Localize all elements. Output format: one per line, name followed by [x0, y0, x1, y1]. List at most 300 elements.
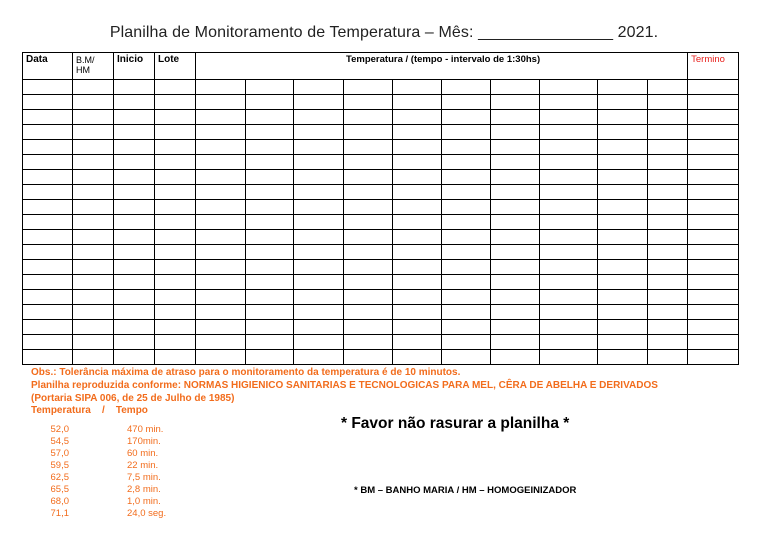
- table-cell[interactable]: [155, 305, 196, 320]
- table-cell[interactable]: [540, 215, 598, 230]
- table-cell[interactable]: [114, 155, 155, 170]
- table-row: [23, 140, 739, 155]
- table-cell[interactable]: [393, 140, 442, 155]
- table-cell[interactable]: [491, 335, 540, 350]
- table-cell[interactable]: [540, 350, 598, 365]
- table-cell[interactable]: [246, 230, 294, 245]
- table-cell[interactable]: [442, 110, 491, 125]
- table-cell[interactable]: [73, 230, 114, 245]
- table-cell[interactable]: [393, 215, 442, 230]
- table-cell[interactable]: [442, 170, 491, 185]
- table-cell[interactable]: [598, 125, 648, 140]
- table-cell[interactable]: [246, 290, 294, 305]
- table-cell[interactable]: [344, 185, 393, 200]
- table-cell[interactable]: [73, 260, 114, 275]
- table-cell[interactable]: [442, 245, 491, 260]
- table-cell[interactable]: [23, 275, 73, 290]
- table-cell[interactable]: [246, 305, 294, 320]
- table-cell[interactable]: [344, 350, 393, 365]
- table-cell[interactable]: [491, 155, 540, 170]
- table-cell[interactable]: [344, 305, 393, 320]
- monitoring-sheet: [22, 52, 738, 365]
- table-header-row: [23, 53, 739, 80]
- table-cell[interactable]: [294, 125, 344, 140]
- table-cell[interactable]: [196, 245, 246, 260]
- table-cell[interactable]: [294, 140, 344, 155]
- table-cell[interactable]: [294, 155, 344, 170]
- table-cell[interactable]: [294, 200, 344, 215]
- table-cell[interactable]: [155, 110, 196, 125]
- table-cell[interactable]: [491, 320, 540, 335]
- table-cell[interactable]: [648, 95, 688, 110]
- table-cell[interactable]: [598, 140, 648, 155]
- table-cell[interactable]: [393, 170, 442, 185]
- table-cell[interactable]: [393, 260, 442, 275]
- table-cell[interactable]: [442, 215, 491, 230]
- table-cell[interactable]: [73, 350, 114, 365]
- table-cell[interactable]: [294, 230, 344, 245]
- table-cell[interactable]: [688, 275, 739, 290]
- temp-time-separator: /: [101, 405, 105, 416]
- table-cell[interactable]: [344, 335, 393, 350]
- table-cell[interactable]: [155, 170, 196, 185]
- table-cell[interactable]: [442, 125, 491, 140]
- table-cell[interactable]: [73, 200, 114, 215]
- table-cell[interactable]: [393, 110, 442, 125]
- table-cell[interactable]: [648, 125, 688, 140]
- table-cell[interactable]: [598, 170, 648, 185]
- table-cell[interactable]: [344, 140, 393, 155]
- table-cell[interactable]: [393, 320, 442, 335]
- table-cell[interactable]: [73, 185, 114, 200]
- table-cell[interactable]: [196, 95, 246, 110]
- table-cell[interactable]: [344, 215, 393, 230]
- table-cell[interactable]: [196, 230, 246, 245]
- table-cell[interactable]: [23, 200, 73, 215]
- table-cell[interactable]: [23, 245, 73, 260]
- table-cell[interactable]: [196, 350, 246, 365]
- table-cell[interactable]: [598, 185, 648, 200]
- table-cell[interactable]: [540, 185, 598, 200]
- table-cell[interactable]: [688, 245, 739, 260]
- table-cell[interactable]: [246, 320, 294, 335]
- table-cell[interactable]: [598, 215, 648, 230]
- table-cell[interactable]: [540, 275, 598, 290]
- table-cell[interactable]: [344, 95, 393, 110]
- table-cell[interactable]: [540, 155, 598, 170]
- table-cell[interactable]: [442, 80, 491, 95]
- table-cell[interactable]: [540, 200, 598, 215]
- table-cell[interactable]: [155, 245, 196, 260]
- table-cell[interactable]: [344, 125, 393, 140]
- table-cell[interactable]: [114, 230, 155, 245]
- table-cell[interactable]: [540, 245, 598, 260]
- table-cell[interactable]: [393, 95, 442, 110]
- table-cell[interactable]: [688, 290, 739, 305]
- table-cell[interactable]: [73, 110, 114, 125]
- table-cell[interactable]: [393, 350, 442, 365]
- time-value: 1,0 min.: [127, 496, 161, 507]
- table-cell[interactable]: [344, 230, 393, 245]
- table-cell[interactable]: [393, 230, 442, 245]
- table-cell[interactable]: [294, 260, 344, 275]
- table-cell[interactable]: [155, 155, 196, 170]
- table-cell[interactable]: [155, 335, 196, 350]
- table-cell[interactable]: [540, 170, 598, 185]
- table-cell[interactable]: [491, 245, 540, 260]
- table-cell[interactable]: [246, 185, 294, 200]
- table-cell[interactable]: [246, 245, 294, 260]
- table-cell[interactable]: [114, 125, 155, 140]
- table-cell[interactable]: [294, 290, 344, 305]
- table-cell[interactable]: [491, 350, 540, 365]
- table-cell[interactable]: [246, 260, 294, 275]
- table-cell[interactable]: [598, 320, 648, 335]
- table-cell[interactable]: [344, 275, 393, 290]
- table-cell[interactable]: [442, 200, 491, 215]
- table-cell[interactable]: [155, 200, 196, 215]
- table-cell[interactable]: [688, 110, 739, 125]
- table-cell[interactable]: [648, 185, 688, 200]
- table-cell[interactable]: [73, 290, 114, 305]
- table-cell[interactable]: [344, 110, 393, 125]
- table-cell[interactable]: [294, 80, 344, 95]
- table-cell[interactable]: [648, 350, 688, 365]
- table-cell[interactable]: [540, 140, 598, 155]
- table-cell[interactable]: [246, 200, 294, 215]
- table-cell[interactable]: [442, 155, 491, 170]
- table-cell[interactable]: [196, 320, 246, 335]
- table-cell[interactable]: [442, 230, 491, 245]
- table-cell[interactable]: [294, 185, 344, 200]
- table-cell[interactable]: [23, 290, 73, 305]
- table-cell[interactable]: [114, 290, 155, 305]
- table-cell[interactable]: [393, 290, 442, 305]
- table-cell[interactable]: [344, 320, 393, 335]
- table-cell[interactable]: [23, 170, 73, 185]
- table-cell[interactable]: [598, 200, 648, 215]
- table-cell[interactable]: [23, 215, 73, 230]
- table-cell[interactable]: [23, 230, 73, 245]
- table-cell[interactable]: [73, 170, 114, 185]
- table-cell[interactable]: [648, 110, 688, 125]
- table-cell[interactable]: [491, 275, 540, 290]
- table-cell[interactable]: [196, 275, 246, 290]
- table-cell[interactable]: [648, 170, 688, 185]
- table-cell[interactable]: [688, 350, 739, 365]
- table-cell[interactable]: [23, 350, 73, 365]
- table-cell[interactable]: [196, 170, 246, 185]
- table-cell[interactable]: [648, 245, 688, 260]
- table-cell[interactable]: [294, 245, 344, 260]
- table-cell[interactable]: [598, 290, 648, 305]
- table-cell[interactable]: [114, 350, 155, 365]
- table-cell[interactable]: [598, 350, 648, 365]
- table-cell[interactable]: [155, 95, 196, 110]
- temperature-value: 52,0: [50, 424, 69, 435]
- table-cell[interactable]: [648, 335, 688, 350]
- table-cell[interactable]: [246, 95, 294, 110]
- table-cell[interactable]: [491, 170, 540, 185]
- time-value: 60 min.: [127, 448, 159, 459]
- table-cell[interactable]: [393, 200, 442, 215]
- table-cell[interactable]: [442, 320, 491, 335]
- table-cell[interactable]: [648, 80, 688, 95]
- table-cell[interactable]: [196, 185, 246, 200]
- table-cell[interactable]: [23, 80, 73, 95]
- table-cell[interactable]: [196, 200, 246, 215]
- table-cell[interactable]: [73, 275, 114, 290]
- table-cell[interactable]: [648, 290, 688, 305]
- table-cell[interactable]: [648, 260, 688, 275]
- table-cell[interactable]: [688, 95, 739, 110]
- table-row: [23, 95, 739, 110]
- table-cell[interactable]: [491, 125, 540, 140]
- table-cell[interactable]: [23, 155, 73, 170]
- table-cell[interactable]: [114, 140, 155, 155]
- table-cell[interactable]: [114, 335, 155, 350]
- table-cell[interactable]: [73, 335, 114, 350]
- table-cell[interactable]: [491, 95, 540, 110]
- table-cell[interactable]: [246, 80, 294, 95]
- table-cell[interactable]: [294, 215, 344, 230]
- table-cell[interactable]: [114, 200, 155, 215]
- table-cell[interactable]: [393, 305, 442, 320]
- table-cell[interactable]: [442, 185, 491, 200]
- table-cell[interactable]: [196, 215, 246, 230]
- table-cell[interactable]: [73, 95, 114, 110]
- table-cell[interactable]: [393, 125, 442, 140]
- table-cell[interactable]: [23, 125, 73, 140]
- table-cell[interactable]: [294, 95, 344, 110]
- table-cell[interactable]: [442, 335, 491, 350]
- table-cell[interactable]: [196, 290, 246, 305]
- table-cell[interactable]: [73, 245, 114, 260]
- table-cell[interactable]: [23, 185, 73, 200]
- table-cell[interactable]: [491, 140, 540, 155]
- table-cell[interactable]: [598, 230, 648, 245]
- table-cell[interactable]: [114, 260, 155, 275]
- table-cell[interactable]: [540, 320, 598, 335]
- table-cell[interactable]: [688, 170, 739, 185]
- table-cell[interactable]: [491, 185, 540, 200]
- table-cell[interactable]: [540, 125, 598, 140]
- table-cell[interactable]: [393, 335, 442, 350]
- table-body: [23, 80, 739, 365]
- table-cell[interactable]: [442, 140, 491, 155]
- table-cell[interactable]: [442, 275, 491, 290]
- table-row: [23, 290, 739, 305]
- table-cell[interactable]: [540, 260, 598, 275]
- table-cell[interactable]: [155, 350, 196, 365]
- table-cell[interactable]: [393, 245, 442, 260]
- table-cell[interactable]: [442, 260, 491, 275]
- table-cell[interactable]: [246, 110, 294, 125]
- table-cell[interactable]: [491, 290, 540, 305]
- table-cell[interactable]: [246, 215, 294, 230]
- table-cell[interactable]: [598, 80, 648, 95]
- table-cell[interactable]: [114, 80, 155, 95]
- table-cell[interactable]: [294, 305, 344, 320]
- table-cell[interactable]: [344, 155, 393, 170]
- table-cell[interactable]: [491, 80, 540, 95]
- table-cell[interactable]: [540, 290, 598, 305]
- table-cell[interactable]: [246, 140, 294, 155]
- table-cell[interactable]: [491, 215, 540, 230]
- table-cell[interactable]: [344, 80, 393, 95]
- table-cell[interactable]: [23, 110, 73, 125]
- table-cell[interactable]: [491, 305, 540, 320]
- table-cell[interactable]: [73, 155, 114, 170]
- table-cell[interactable]: [246, 125, 294, 140]
- table-cell[interactable]: [196, 125, 246, 140]
- table-cell[interactable]: [688, 320, 739, 335]
- table-cell[interactable]: [648, 215, 688, 230]
- table-cell[interactable]: [114, 275, 155, 290]
- table-cell[interactable]: [491, 260, 540, 275]
- table-cell[interactable]: [648, 155, 688, 170]
- table-cell[interactable]: [688, 335, 739, 350]
- table-cell[interactable]: [196, 110, 246, 125]
- table-cell[interactable]: [155, 125, 196, 140]
- table-cell[interactable]: [442, 290, 491, 305]
- table-cell[interactable]: [688, 230, 739, 245]
- table-cell[interactable]: [540, 305, 598, 320]
- table-cell[interactable]: [23, 95, 73, 110]
- table-cell[interactable]: [344, 290, 393, 305]
- table-cell[interactable]: [491, 230, 540, 245]
- table-cell[interactable]: [155, 185, 196, 200]
- table-cell[interactable]: [393, 185, 442, 200]
- table-cell[interactable]: [196, 335, 246, 350]
- table-cell[interactable]: [393, 275, 442, 290]
- table-cell[interactable]: [540, 335, 598, 350]
- table-cell[interactable]: [598, 335, 648, 350]
- table-cell[interactable]: [648, 140, 688, 155]
- table-cell[interactable]: [344, 170, 393, 185]
- table-cell[interactable]: [598, 260, 648, 275]
- table-cell[interactable]: [294, 350, 344, 365]
- table-cell[interactable]: [648, 305, 688, 320]
- table-cell[interactable]: [442, 305, 491, 320]
- table-cell[interactable]: [688, 125, 739, 140]
- table-cell[interactable]: [344, 260, 393, 275]
- table-cell[interactable]: [688, 305, 739, 320]
- table-cell[interactable]: [73, 140, 114, 155]
- table-cell[interactable]: [155, 260, 196, 275]
- table-cell[interactable]: [73, 125, 114, 140]
- table-cell[interactable]: [114, 245, 155, 260]
- table-cell[interactable]: [246, 335, 294, 350]
- table-cell[interactable]: [598, 110, 648, 125]
- table-cell[interactable]: [114, 110, 155, 125]
- time-value: 470 min.: [127, 424, 164, 435]
- table-cell[interactable]: [598, 95, 648, 110]
- table-cell[interactable]: [246, 275, 294, 290]
- table-cell[interactable]: [442, 350, 491, 365]
- table-cell[interactable]: [155, 275, 196, 290]
- table-cell[interactable]: [114, 215, 155, 230]
- table-cell[interactable]: [196, 140, 246, 155]
- table-cell[interactable]: [246, 170, 294, 185]
- table-cell[interactable]: [688, 155, 739, 170]
- table-cell[interactable]: [196, 155, 246, 170]
- table-cell[interactable]: [155, 80, 196, 95]
- table-cell[interactable]: [294, 110, 344, 125]
- table-cell[interactable]: [540, 230, 598, 245]
- table-cell[interactable]: [294, 335, 344, 350]
- table-cell[interactable]: [196, 80, 246, 95]
- table-cell[interactable]: [196, 305, 246, 320]
- table-cell[interactable]: [648, 275, 688, 290]
- col-header-lote: Lote: [155, 53, 196, 80]
- table-cell[interactable]: [688, 200, 739, 215]
- table-cell[interactable]: [688, 260, 739, 275]
- table-cell[interactable]: [155, 230, 196, 245]
- temp-time-row: [31, 508, 231, 520]
- table-cell[interactable]: [23, 320, 73, 335]
- table-cell[interactable]: [73, 80, 114, 95]
- table-cell[interactable]: [344, 245, 393, 260]
- table-cell[interactable]: [23, 335, 73, 350]
- table-cell[interactable]: [155, 290, 196, 305]
- table-cell[interactable]: [23, 305, 73, 320]
- temperature-value: 59,5: [50, 460, 69, 471]
- table-cell[interactable]: [540, 110, 598, 125]
- table-cell[interactable]: [155, 320, 196, 335]
- table-cell[interactable]: [23, 260, 73, 275]
- table-cell[interactable]: [598, 155, 648, 170]
- table-cell[interactable]: [540, 95, 598, 110]
- table-cell[interactable]: [155, 215, 196, 230]
- table-cell[interactable]: [491, 200, 540, 215]
- table-cell[interactable]: [688, 80, 739, 95]
- abbreviation-legend: * BM – BANHO MARIA / HM – HOMOGEINIZADOR: [354, 485, 577, 496]
- table-cell[interactable]: [246, 350, 294, 365]
- table-cell[interactable]: [648, 200, 688, 215]
- table-cell[interactable]: [393, 155, 442, 170]
- table-cell[interactable]: [73, 215, 114, 230]
- table-cell[interactable]: [114, 95, 155, 110]
- table-cell[interactable]: [491, 110, 540, 125]
- table-cell[interactable]: [114, 320, 155, 335]
- table-cell[interactable]: [393, 80, 442, 95]
- table-cell[interactable]: [294, 275, 344, 290]
- table-cell[interactable]: [688, 215, 739, 230]
- table-cell[interactable]: [648, 230, 688, 245]
- table-cell[interactable]: [540, 80, 598, 95]
- table-cell[interactable]: [598, 305, 648, 320]
- table-cell[interactable]: [598, 275, 648, 290]
- table-cell[interactable]: [294, 170, 344, 185]
- table-cell[interactable]: [155, 140, 196, 155]
- table-cell[interactable]: [114, 185, 155, 200]
- table-cell[interactable]: [442, 95, 491, 110]
- table-cell[interactable]: [344, 200, 393, 215]
- table-cell[interactable]: [73, 320, 114, 335]
- table-cell[interactable]: [114, 170, 155, 185]
- table-cell[interactable]: [648, 320, 688, 335]
- table-cell[interactable]: [23, 140, 73, 155]
- table-cell[interactable]: [73, 305, 114, 320]
- table-cell[interactable]: [598, 245, 648, 260]
- table-cell[interactable]: [196, 260, 246, 275]
- table-cell[interactable]: [688, 185, 739, 200]
- table-cell[interactable]: [688, 140, 739, 155]
- table-cell[interactable]: [114, 305, 155, 320]
- table-cell[interactable]: [294, 320, 344, 335]
- table-cell[interactable]: [246, 155, 294, 170]
